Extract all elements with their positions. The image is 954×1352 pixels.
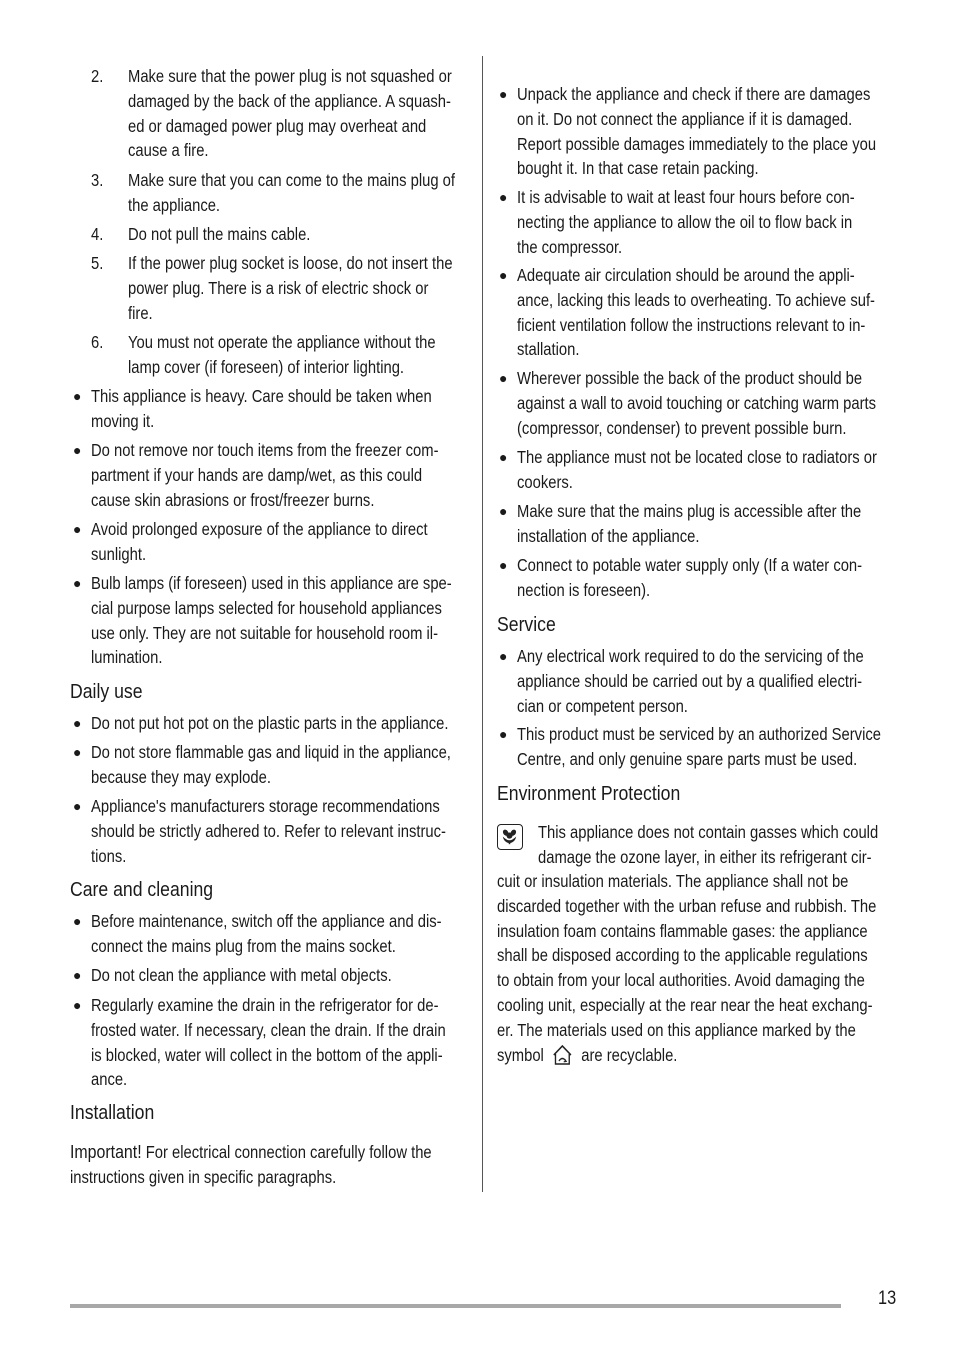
line: damage the ozone layer, in either its refrigerant cir-: [538, 846, 872, 867]
flower-eco-icon: [497, 824, 523, 850]
line: Make sure that you can come to the mains plug of: [128, 170, 456, 190]
bullet-item: [91, 909, 442, 959]
line: This product must be serviced by an authorized Service: [517, 724, 881, 744]
bullet-dot: ●: [499, 726, 508, 742]
line: Do not remove nor touch items from the freezer com-: [91, 440, 439, 460]
line: nection is foreseen).: [517, 579, 651, 600]
numbered-item-4: [128, 222, 310, 247]
recycle-line: [497, 1043, 876, 1073]
line: Adequate air circulation should be around the appli-: [517, 265, 855, 285]
text: are recyclable.: [581, 1044, 678, 1065]
line: (compressor, condenser) to prevent possible burn.: [517, 417, 847, 438]
line: Connect to potable water supply only (If a water con-: [517, 555, 863, 575]
line: lamp cover (if foreseen) of interior lighting.: [128, 356, 405, 377]
bullet-item: [517, 553, 862, 603]
line: cian or competent person.: [517, 695, 688, 716]
line: damaged by the back of the appliance. A squash-: [128, 90, 451, 111]
bullet-item: [91, 963, 392, 988]
line: Make sure that the mains plug is accessible after the: [517, 501, 862, 521]
line: sunlight.: [91, 543, 147, 564]
line: Make sure that the power plug is not squashed or: [128, 66, 452, 86]
bullet-dot: ●: [499, 86, 508, 102]
bullet-dot: ●: [499, 648, 508, 664]
line: ed or damaged power plug may overheat and: [128, 115, 427, 136]
list-number: 6.: [91, 332, 104, 352]
line: This appliance is heavy. Care should be taken when: [91, 386, 432, 406]
bullet-dot: ●: [73, 388, 82, 404]
line: Before maintenance, switch off the appliance and dis-: [91, 911, 442, 931]
line: Any electrical work required to do the servicing of the: [517, 646, 864, 666]
column-divider: [482, 56, 483, 1192]
line: fire.: [128, 302, 153, 323]
line: because they may explode.: [91, 766, 271, 787]
bullet-dot: ●: [73, 997, 82, 1013]
bullet-item: [517, 499, 861, 549]
bullet-item: [91, 517, 428, 567]
line: The appliance must not be located close to radiators or: [517, 447, 877, 467]
line: ance, lacking this leads to overheating. To achieve suf-: [517, 289, 875, 310]
line: to obtain from your local authorities. Avoid damaging the: [497, 970, 865, 991]
numbered-item-5: [128, 251, 453, 325]
list-number: 4.: [91, 224, 104, 244]
list-number: 3.: [91, 170, 104, 190]
line: Avoid prolonged exposure of the appliance to direct: [91, 519, 428, 539]
line: cial purpose lamps selected for household appliances: [91, 597, 442, 618]
numbered-item-2: [128, 64, 452, 163]
line: cooling unit, especially at the rear near the heat exchang-: [497, 994, 873, 1015]
bullet-item: [517, 82, 876, 181]
bullet-dot: ●: [73, 442, 82, 458]
list-number: 5.: [91, 253, 104, 273]
bullet-item: [517, 366, 876, 440]
bullet-dot: ●: [73, 744, 82, 760]
bullet-dot: ●: [499, 189, 508, 205]
bullet-item: [517, 644, 864, 718]
line: Report possible damages immediately to the place you: [517, 133, 877, 154]
line: should be strictly adhered to. Refer to relevant instruc-: [91, 820, 446, 841]
line: You must not operate the appliance without the: [128, 332, 436, 352]
line: shall be disposed according to the applicable regulations: [497, 945, 868, 966]
line: If the power plug socket is loose, do not insert the: [128, 253, 453, 273]
line: necting the appliance to allow the oil to flow back in: [517, 211, 853, 232]
bullet-dot: ●: [73, 798, 82, 814]
line: instructions given in specific paragraphs.: [70, 1166, 337, 1187]
line: use only. They are not suitable for household room il-: [91, 622, 439, 643]
bullet-item: [517, 185, 855, 259]
line: discarded together with the urban refuse and rubbish. The: [497, 895, 877, 916]
bullet-dot: ●: [499, 449, 508, 465]
line: installation of the appliance.: [517, 525, 700, 546]
line: on it. Do not connect the appliance if it is damaged.: [517, 108, 853, 129]
line: Do not store flammable gas and liquid in the appliance,: [91, 742, 451, 762]
line: tions.: [91, 845, 127, 866]
line: the appliance.: [128, 194, 221, 215]
line: appliance should be carried out by a qualified electri-: [517, 670, 863, 691]
numbered-item-6: [128, 330, 436, 380]
line: It is advisable to wait at least four hours before con-: [517, 187, 855, 207]
bullet-dot: ●: [73, 575, 82, 591]
line: ficient ventilation follow the instructions relevant to in-: [517, 314, 866, 335]
section-heading-environment: Environment Protection: [497, 782, 681, 805]
important-line: [70, 1140, 432, 1165]
section-heading-care: Care and cleaning: [70, 878, 214, 901]
list-number: 2.: [91, 66, 104, 86]
section-heading-daily-use: Daily use: [70, 680, 143, 703]
important-label: Important!: [70, 1141, 142, 1162]
bullet-item: [91, 571, 452, 670]
numbered-item-3: [128, 168, 455, 218]
line: Unpack the appliance and check if there are damages: [517, 84, 871, 104]
line: cause a fire.: [128, 140, 209, 161]
bullet-item: [91, 740, 451, 790]
line: Wherever possible the back of the product should be: [517, 368, 863, 388]
section-heading-service: Service: [497, 613, 556, 636]
page-number: 13: [878, 1288, 897, 1309]
line: frosted water. If necessary, clean the drain. If the drain: [91, 1019, 446, 1040]
bullet-dot: ●: [73, 967, 82, 983]
line: Do not put hot pot on the plastic parts in the appliance.: [91, 713, 449, 733]
line: insulation foam contains flammable gases: the appliance: [497, 920, 868, 941]
line: power plug. There is a risk of electric shock or: [128, 277, 429, 298]
text: symbol: [497, 1044, 544, 1065]
text: For electrical connection carefully follow the: [141, 1142, 432, 1162]
bullet-dot: ●: [73, 913, 82, 929]
env-intro-lines: [538, 820, 878, 870]
line: connect the mains plug from the mains socket.: [91, 935, 396, 956]
footer-rule: [70, 1304, 841, 1308]
line: Do not pull the mains cable.: [128, 224, 311, 244]
bullet-dot: ●: [73, 521, 82, 537]
line: er. The materials used on this appliance marked by the: [497, 1019, 856, 1040]
bullet-item: [517, 445, 877, 495]
line: lumination.: [91, 647, 163, 668]
bullet-item: [91, 438, 438, 512]
line: the compressor.: [517, 236, 623, 257]
important-note: [70, 1140, 432, 1190]
bullet-item: [91, 993, 446, 1092]
line: is blocked, water will collect in the bottom of the appli-: [91, 1044, 443, 1065]
line: Appliance's manufacturers storage recommendations: [91, 796, 440, 816]
bullet-dot: ●: [73, 715, 82, 731]
bullet-item: [517, 263, 875, 362]
env-body-lines: [497, 869, 876, 1072]
bullet-dot: ●: [499, 267, 508, 283]
bullet-item: [91, 711, 448, 736]
bullet-dot: ●: [499, 557, 508, 573]
recycle-house-icon: [551, 1044, 573, 1073]
line: against a wall to avoid touching or catching warm parts: [517, 392, 877, 413]
line: cuit or insulation materials. The appliance shall not be: [497, 871, 849, 891]
line: This appliance does not contain gasses which could: [538, 822, 879, 842]
line: cookers.: [517, 471, 573, 492]
bullet-dot: ●: [499, 370, 508, 386]
line: ance.: [91, 1069, 128, 1090]
line: Bulb lamps (if foreseen) used in this appliance are spe-: [91, 573, 452, 593]
line: bought it. In that case retain packing.: [517, 158, 759, 179]
bullet-dot: ●: [499, 503, 508, 519]
line: Do not clean the appliance with metal objects.: [91, 965, 392, 985]
line: stallation.: [517, 339, 580, 360]
line: Centre, and only genuine spare parts must be used.: [517, 748, 858, 769]
line: cause skin abrasions or frost/freezer burns.: [91, 489, 375, 510]
line: Regularly examine the drain in the refrigerator for de-: [91, 995, 439, 1015]
bullet-item: [91, 794, 446, 868]
line: moving it.: [91, 410, 155, 431]
section-heading-installation: Installation: [70, 1101, 155, 1124]
bullet-item: [517, 722, 881, 772]
line: partment if your hands are damp/wet, as this could: [91, 464, 423, 485]
bullet-item: [91, 384, 432, 434]
